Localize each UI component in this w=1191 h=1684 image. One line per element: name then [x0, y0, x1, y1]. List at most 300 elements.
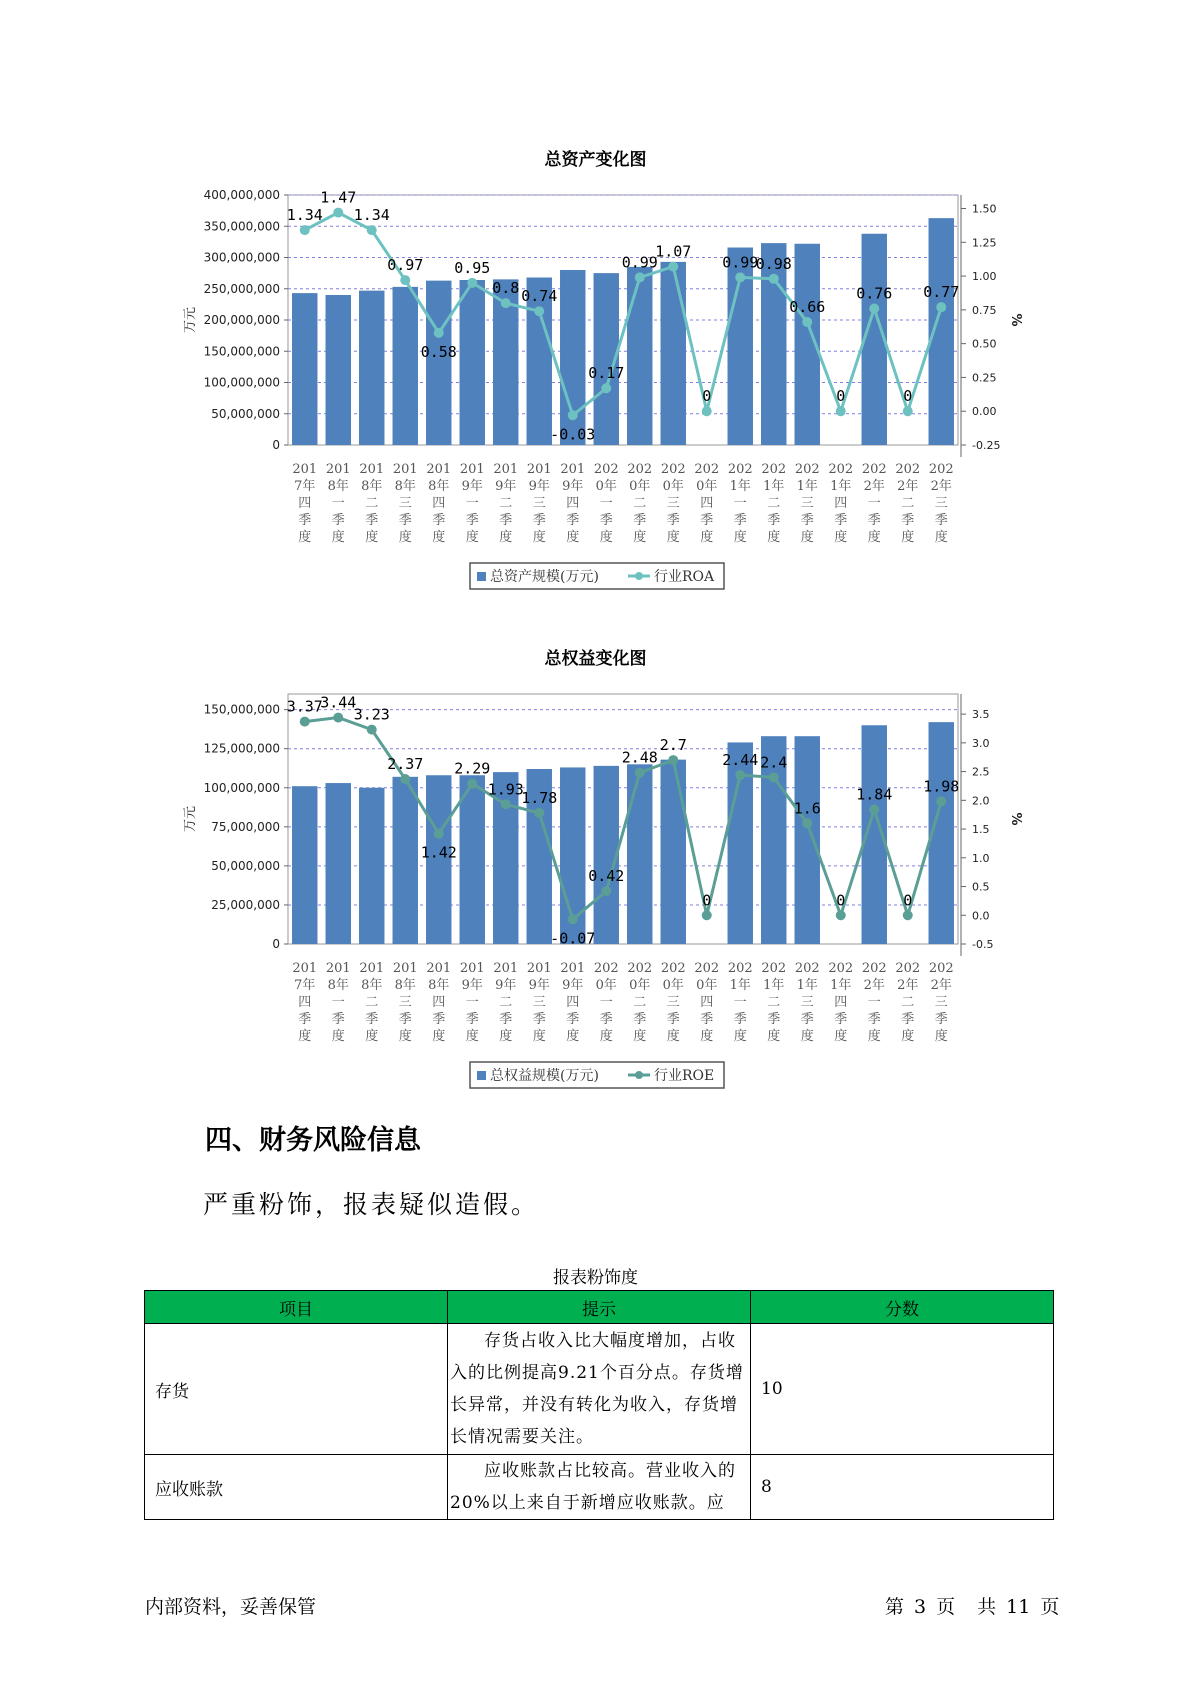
x-tick-label: 202	[627, 462, 653, 477]
x-tick-label: 季	[398, 513, 412, 528]
x-tick-label: 季	[365, 513, 379, 528]
x-tick-label: 8年	[361, 978, 383, 993]
x-tick-label: 季	[901, 513, 915, 528]
y2-tick-label: 3.0	[972, 736, 990, 750]
x-tick-label: 一	[331, 995, 345, 1010]
y-tick-label: 100,000,000	[203, 375, 280, 390]
x-tick-label: 9年	[528, 479, 550, 494]
x-tick-label: 度	[633, 530, 647, 545]
data-label: 0	[702, 891, 712, 910]
row-score: 10	[751, 1324, 1054, 1455]
x-tick-label: 度	[532, 1029, 546, 1044]
x-tick-label: 季	[800, 513, 814, 528]
x-tick-label: 三	[800, 995, 814, 1010]
x-tick-label: 202	[727, 961, 753, 976]
bar	[393, 777, 418, 944]
x-tick-label: 季	[566, 513, 580, 528]
x-tick-label: 2年	[897, 978, 919, 993]
x-tick-label: 202	[828, 462, 854, 477]
y2-axis-title: %	[1008, 812, 1023, 826]
x-tick-label: 度	[532, 530, 546, 545]
line-point	[501, 298, 511, 308]
x-tick-label: 度	[398, 530, 412, 545]
x-tick-label: 度	[901, 530, 915, 545]
footer-confidential: 内部资料，妥善保管	[145, 1596, 317, 1618]
line-point	[534, 808, 544, 818]
data-label: 0.99	[722, 253, 759, 272]
data-label: 0.95	[454, 258, 491, 277]
line-point	[333, 208, 343, 218]
x-tick-label: 季	[867, 1012, 881, 1027]
x-tick-label: 度	[666, 1029, 680, 1044]
x-tick-label: 度	[834, 1029, 848, 1044]
x-tick-label: 季	[767, 1012, 781, 1027]
x-tick-label: 四	[834, 995, 848, 1010]
data-label: 0	[903, 387, 913, 406]
data-label: 1.07	[655, 242, 692, 261]
table-header-row	[145, 1291, 1054, 1324]
line-point	[635, 272, 645, 282]
x-tick-label: 2年	[897, 479, 919, 494]
data-label: -0.03	[550, 425, 596, 444]
data-label: 0.77	[923, 283, 960, 302]
x-tick-label: 0年	[595, 978, 617, 993]
line-point	[400, 275, 410, 285]
bar	[661, 760, 686, 944]
bar	[359, 291, 384, 445]
line-point	[601, 383, 611, 393]
x-tick-label: 度	[331, 1029, 345, 1044]
x-tick-label: 三	[934, 995, 948, 1010]
total-label: 共	[977, 1596, 997, 1618]
x-tick-label: 二	[767, 496, 781, 511]
y-tick-label: 150,000,000	[203, 344, 280, 359]
x-tick-label: 201	[359, 462, 385, 477]
section-heading: 四、财务风险信息	[205, 1125, 421, 1156]
line-point	[467, 779, 477, 789]
x-tick-label: 二	[633, 496, 647, 511]
x-tick-label: 度	[599, 1029, 613, 1044]
x-tick-label: 一	[867, 496, 881, 511]
bar	[292, 786, 317, 944]
x-tick-label: 度	[867, 530, 881, 545]
x-tick-label: 季	[834, 1012, 848, 1027]
x-tick-label: 度	[499, 530, 513, 545]
line-point	[903, 910, 913, 920]
y2-tick-label: 1.5	[972, 823, 990, 837]
x-tick-label: 三	[800, 496, 814, 511]
x-tick-label: 度	[365, 1029, 379, 1044]
x-tick-label: 度	[331, 530, 345, 545]
x-tick-label: 二	[901, 995, 915, 1010]
x-tick-label: 201	[292, 462, 318, 477]
footer-page-info	[885, 1592, 1069, 1619]
y2-tick-label: -0.5	[972, 938, 994, 951]
row-hint: 存货占收入比大幅度增加，占收入的比例提高9.21个百分点。存货增长异常，并没有转化为收入，存货增长情况需要关注。	[448, 1324, 751, 1455]
line-point	[367, 225, 377, 235]
x-tick-label: 0年	[696, 479, 718, 494]
x-tick-label: 201	[493, 462, 519, 477]
line-point	[534, 306, 544, 316]
data-label: 1.84	[856, 785, 893, 804]
x-tick-label: 四	[298, 496, 312, 511]
data-label: 2.48	[621, 748, 658, 767]
line-point	[836, 406, 846, 416]
page-label: 第	[885, 1596, 905, 1618]
x-tick-label: 202	[794, 462, 820, 477]
y-tick-label: 25,000,000	[211, 897, 280, 912]
line-point	[802, 317, 812, 327]
y2-tick-label: 1.25	[972, 236, 997, 250]
line-point	[869, 805, 879, 815]
data-label: 0.74	[521, 287, 558, 306]
line-point	[400, 774, 410, 784]
x-tick-label: 202	[761, 961, 787, 976]
x-tick-label: 度	[365, 530, 379, 545]
x-tick-label: 二	[499, 496, 513, 511]
x-tick-label: 季	[298, 1012, 312, 1027]
x-tick-label: 二	[767, 995, 781, 1010]
x-tick-label: 202	[593, 961, 619, 976]
x-tick-label: 度	[767, 530, 781, 545]
bar	[661, 262, 686, 445]
data-label: 2.7	[659, 736, 687, 755]
data-label: 0.17	[588, 364, 625, 383]
x-tick-label: 度	[934, 1029, 948, 1044]
x-tick-label: 度	[499, 1029, 513, 1044]
x-tick-label: 季	[733, 513, 747, 528]
line-point	[903, 406, 913, 416]
bar	[326, 783, 351, 944]
row-item: 应收账款	[145, 1455, 448, 1520]
x-tick-label: 度	[398, 1029, 412, 1044]
y-tick-label: 50,000,000	[211, 406, 280, 421]
bar	[761, 243, 786, 445]
data-label: 0.97	[387, 256, 424, 275]
x-tick-label: 一	[331, 496, 345, 511]
total-pages: 11	[1006, 1596, 1031, 1618]
y2-tick-label: 2.5	[972, 765, 990, 779]
x-tick-label: 202	[593, 462, 619, 477]
x-tick-label: 度	[566, 1029, 580, 1044]
data-label: 1.6	[793, 799, 821, 818]
line-point	[568, 410, 578, 420]
x-tick-label: 202	[694, 961, 720, 976]
row-hint-cell	[448, 1455, 751, 1520]
x-tick-label: 201	[392, 462, 418, 477]
x-tick-label: 9年	[461, 978, 483, 993]
x-tick-label: 二	[633, 995, 647, 1010]
data-label: 1.34	[353, 206, 390, 225]
line-point	[668, 262, 678, 272]
x-tick-label: 四	[834, 496, 848, 511]
data-label: 0.58	[420, 342, 457, 361]
y2-tick-label: 3.5	[972, 708, 990, 722]
data-label: 1.47	[320, 188, 357, 207]
data-label: 3.44	[320, 693, 357, 712]
x-tick-label: 202	[727, 462, 753, 477]
x-tick-label: 度	[566, 530, 580, 545]
x-tick-label: 一	[599, 995, 613, 1010]
y-tick-label: 0	[272, 438, 280, 452]
y2-tick-label: 1.00	[972, 270, 997, 284]
y-axis-title: 万元	[183, 306, 198, 334]
x-tick-label: 季	[867, 513, 881, 528]
x-tick-label: 202	[861, 961, 887, 976]
data-label: 0	[702, 387, 712, 406]
data-label: 2.4	[760, 753, 788, 772]
x-tick-label: 度	[767, 1029, 781, 1044]
x-tick-label: 0年	[595, 479, 617, 494]
x-tick-label: 季	[499, 1012, 513, 1027]
bar	[393, 287, 418, 445]
equity-chart-title: 总权益变化图	[544, 649, 647, 669]
x-tick-label: 季	[432, 1012, 446, 1027]
x-tick-label: 度	[465, 530, 479, 545]
row-item: 存货	[145, 1324, 448, 1455]
data-label: 1.93	[487, 780, 524, 799]
y2-axis-title: %	[1008, 313, 1023, 327]
x-tick-label: 二	[901, 496, 915, 511]
bar	[292, 293, 317, 445]
x-tick-label: 度	[298, 530, 312, 545]
total-equity-chart	[0, 669, 1191, 1109]
x-tick-label: 季	[901, 1012, 915, 1027]
x-tick-label: 8年	[394, 479, 416, 494]
y-tick-label: 350,000,000	[203, 219, 280, 234]
x-tick-label: 季	[599, 513, 613, 528]
x-tick-label: 季	[298, 513, 312, 528]
data-label: 0.42	[588, 867, 625, 886]
x-tick-label: 1年	[830, 479, 852, 494]
x-tick-label: 1年	[729, 479, 751, 494]
data-label: -0.07	[550, 929, 596, 948]
x-tick-label: 季	[566, 1012, 580, 1027]
total-unit: 页	[1040, 1596, 1060, 1618]
data-label: 1.78	[521, 788, 558, 807]
x-tick-label: 度	[934, 530, 948, 545]
table-row	[145, 1324, 1054, 1455]
x-tick-label: 201	[526, 462, 552, 477]
x-tick-label: 度	[834, 530, 848, 545]
y-axis-title: 万元	[183, 805, 198, 833]
y-tick-label: 50,000,000	[211, 858, 280, 873]
x-tick-label: 季	[599, 1012, 613, 1027]
legend-bar-swatch	[477, 1071, 486, 1080]
y-tick-label: 300,000,000	[203, 250, 280, 265]
line-point	[501, 799, 511, 809]
line-point	[668, 755, 678, 765]
x-tick-label: 季	[465, 1012, 479, 1027]
x-tick-label: 一	[733, 995, 747, 1010]
x-tick-label: 202	[627, 961, 653, 976]
x-tick-label: 季	[666, 513, 680, 528]
x-tick-label: 度	[800, 1029, 814, 1044]
line-point	[802, 818, 812, 828]
x-tick-label: 度	[432, 530, 446, 545]
x-tick-label: 季	[934, 513, 948, 528]
legend-line-label: 行业ROA	[654, 569, 715, 585]
x-tick-label: 季	[700, 1012, 714, 1027]
x-tick-label: 202	[928, 961, 954, 976]
x-tick-label: 9年	[528, 978, 550, 993]
bar	[795, 736, 820, 944]
legend-line-label: 行业ROE	[654, 1068, 715, 1084]
x-tick-label: 度	[800, 530, 814, 545]
x-tick-label: 9年	[461, 479, 483, 494]
x-tick-label: 2年	[863, 978, 885, 993]
x-tick-label: 201	[459, 961, 485, 976]
x-tick-label: 季	[633, 513, 647, 528]
x-tick-label: 四	[566, 496, 580, 511]
bar	[359, 788, 384, 944]
data-label: 1.98	[923, 777, 960, 796]
x-tick-label: 201	[560, 462, 586, 477]
table-row	[145, 1455, 1054, 1520]
plot-frame	[288, 195, 958, 445]
x-tick-label: 四	[432, 496, 446, 511]
x-tick-label: 度	[700, 1029, 714, 1044]
x-tick-label: 8年	[361, 479, 383, 494]
line-point	[769, 772, 779, 782]
x-tick-label: 202	[895, 462, 921, 477]
x-tick-label: 度	[465, 1029, 479, 1044]
x-tick-label: 度	[901, 1029, 915, 1044]
x-tick-label: 201	[392, 961, 418, 976]
y2-tick-label: 0.5	[972, 880, 990, 894]
x-tick-label: 202	[895, 961, 921, 976]
x-tick-label: 度	[733, 1029, 747, 1044]
data-label: 0.99	[621, 253, 658, 272]
x-tick-label: 202	[928, 462, 954, 477]
x-tick-label: 季	[800, 1012, 814, 1027]
x-tick-label: 201	[359, 961, 385, 976]
x-tick-label: 季	[398, 1012, 412, 1027]
line-point	[735, 272, 745, 282]
x-tick-label: 201	[325, 961, 351, 976]
y2-tick-label: 0.25	[972, 371, 997, 385]
x-tick-label: 度	[599, 530, 613, 545]
x-tick-label: 201	[426, 462, 452, 477]
y-tick-label: 400,000,000	[203, 188, 280, 202]
x-tick-label: 2年	[930, 978, 952, 993]
header-item: 项目	[145, 1291, 448, 1324]
line-point	[936, 302, 946, 312]
x-tick-label: 1年	[763, 978, 785, 993]
y2-tick-label: 1.0	[972, 851, 990, 865]
line-point	[635, 768, 645, 778]
y2-tick-label: -0.25	[972, 439, 1001, 452]
x-tick-label: 201	[493, 961, 519, 976]
x-tick-label: 202	[660, 961, 686, 976]
page-unit: 页	[936, 1596, 956, 1618]
data-label: 3.37	[286, 697, 323, 716]
bar	[460, 280, 485, 445]
x-tick-label: 0年	[662, 978, 684, 993]
x-tick-label: 季	[767, 513, 781, 528]
x-tick-label: 三	[666, 995, 680, 1010]
legend-line-marker	[635, 1071, 643, 1079]
y2-tick-label: 0.75	[972, 303, 997, 317]
x-tick-label: 二	[365, 496, 379, 511]
y-tick-label: 75,000,000	[211, 819, 280, 834]
x-tick-label: 202	[794, 961, 820, 976]
line-point	[735, 770, 745, 780]
legend-bar-label: 总权益规模(万元)	[490, 1068, 599, 1084]
data-label: 1.34	[286, 206, 323, 225]
x-tick-label: 8年	[428, 479, 450, 494]
x-tick-label: 季	[666, 1012, 680, 1027]
data-label: 0	[836, 387, 846, 406]
x-tick-label: 1年	[796, 978, 818, 993]
x-tick-label: 四	[298, 995, 312, 1010]
x-tick-label: 一	[733, 496, 747, 511]
y2-tick-label: 1.50	[972, 202, 997, 216]
legend-line-marker	[635, 572, 643, 580]
data-label: 1.42	[420, 843, 457, 862]
page-number: 3	[914, 1596, 927, 1618]
x-tick-label: 0年	[629, 479, 651, 494]
y2-tick-label: 0.0	[972, 909, 990, 923]
x-tick-label: 0年	[696, 978, 718, 993]
x-tick-label: 三	[398, 496, 412, 511]
x-tick-label: 季	[365, 1012, 379, 1027]
y-tick-label: 125,000,000	[203, 741, 280, 756]
x-tick-label: 201	[526, 961, 552, 976]
table-caption: 报表粉饰度	[553, 1268, 638, 1288]
y-tick-label: 200,000,000	[203, 313, 280, 327]
data-label: 3.23	[353, 705, 390, 724]
x-tick-label: 三	[666, 496, 680, 511]
x-tick-label: 二	[365, 995, 379, 1010]
x-tick-label: 7年	[294, 978, 316, 993]
x-tick-label: 2年	[863, 479, 885, 494]
x-tick-label: 8年	[327, 978, 349, 993]
x-tick-label: 度	[867, 1029, 881, 1044]
y-tick-label: 0	[272, 937, 280, 951]
x-tick-label: 度	[733, 530, 747, 545]
x-tick-label: 度	[432, 1029, 446, 1044]
x-tick-label: 1年	[796, 479, 818, 494]
line-point	[467, 278, 477, 288]
bar	[426, 281, 451, 445]
line-point	[300, 225, 310, 235]
x-tick-label: 9年	[562, 479, 584, 494]
x-tick-label: 季	[331, 513, 345, 528]
data-label: 2.37	[387, 755, 424, 774]
line-point	[434, 829, 444, 839]
x-tick-label: 一	[465, 995, 479, 1010]
x-tick-label: 201	[560, 961, 586, 976]
data-label: 0	[836, 891, 846, 910]
line-point	[702, 406, 712, 416]
data-label: 0.98	[755, 254, 792, 273]
x-tick-label: 四	[566, 995, 580, 1010]
y-tick-label: 250,000,000	[203, 281, 280, 296]
x-tick-label: 三	[532, 496, 546, 511]
x-tick-label: 202	[761, 462, 787, 477]
data-label: 0.76	[856, 284, 893, 303]
total-assets-chart	[0, 170, 1191, 610]
plot-frame	[288, 694, 958, 944]
x-tick-label: 1年	[830, 978, 852, 993]
line-point	[601, 886, 611, 896]
x-tick-label: 季	[700, 513, 714, 528]
x-tick-label: 一	[867, 995, 881, 1010]
risk-summary: 严重粉饰，报表疑似造假。	[203, 1190, 540, 1219]
x-tick-label: 一	[465, 496, 479, 511]
x-tick-label: 度	[700, 530, 714, 545]
